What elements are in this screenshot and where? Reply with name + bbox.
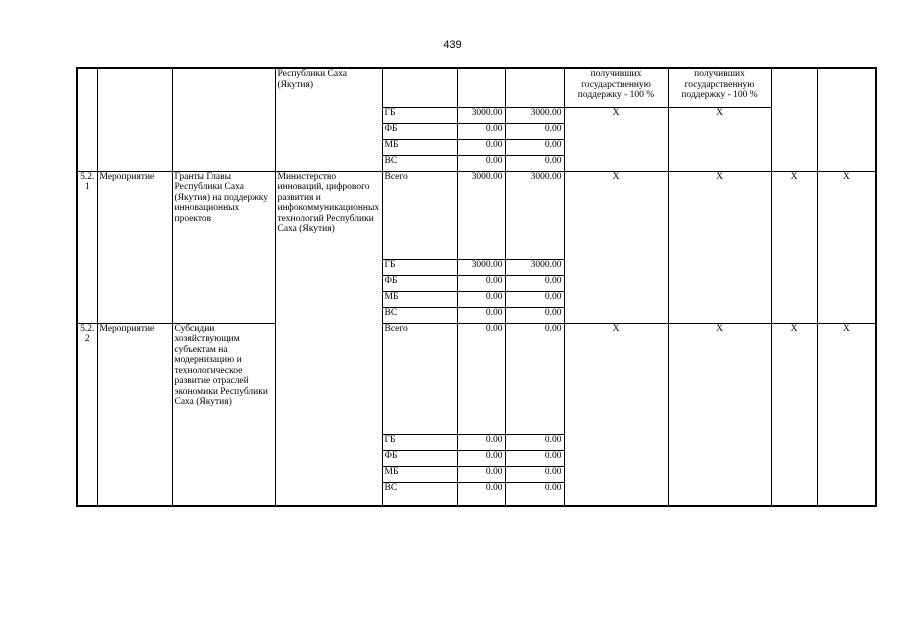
value-cell: 3000.00 <box>505 259 564 275</box>
table-row <box>77 482 876 506</box>
value-cell: 0.00 <box>457 155 505 171</box>
num-cell <box>77 68 97 107</box>
source-cell: ФБ <box>382 275 457 291</box>
value-cell: 0.00 <box>457 291 505 307</box>
program-table <box>76 67 877 507</box>
table-row <box>77 139 876 155</box>
table-row <box>77 307 876 323</box>
table-row <box>77 434 876 450</box>
mark-cell: X <box>817 323 876 434</box>
item-name: Гранты Главы Республики Саха (Якутия) на поддержку инновационных проектов <box>172 171 275 259</box>
value-cell: 0.00 <box>457 323 505 434</box>
value-cell: 0.00 <box>457 139 505 155</box>
value-cell: 3000.00 <box>457 171 505 259</box>
value-cell: 0.00 <box>505 139 564 155</box>
result-cell: получивших государственную поддержку - 100 % <box>668 68 771 107</box>
value-cell: 3000.00 <box>457 107 505 123</box>
value-cell <box>505 68 564 107</box>
value-cell: 0.00 <box>505 275 564 291</box>
table-row <box>77 107 876 123</box>
mark-cell: X <box>564 323 668 434</box>
table-row <box>77 123 876 139</box>
executor-cell: Республики Саха (Якутия) <box>275 68 382 107</box>
source-cell: ФБ <box>382 123 457 139</box>
table-row <box>77 323 876 434</box>
value-cell: 3000.00 <box>505 171 564 259</box>
name-cell <box>172 68 275 107</box>
source-cell: ГБ <box>382 259 457 275</box>
value-cell: 0.00 <box>457 434 505 450</box>
type-cell <box>97 68 172 107</box>
value-cell: 0.00 <box>505 466 564 482</box>
value-cell: 0.00 <box>457 450 505 466</box>
mark-cell <box>771 68 817 107</box>
mark-cell: X <box>771 323 817 434</box>
mark-cell: X <box>771 171 817 259</box>
value-cell: 0.00 <box>505 123 564 139</box>
table-row <box>77 275 876 291</box>
result-cell: получивших государственную поддержку - 100 % <box>564 68 668 107</box>
source-cell: Всего <box>382 323 457 434</box>
source-cell: ВС <box>382 482 457 506</box>
source-cell: Всего <box>382 171 457 259</box>
source-cell <box>382 68 457 107</box>
value-cell: 0.00 <box>457 123 505 139</box>
value-cell: 3000.00 <box>457 259 505 275</box>
source-cell: ГБ <box>382 107 457 123</box>
table-row <box>77 68 876 107</box>
item-executor: Министерство инноваций, цифрового развития и инфокоммуникационных технологий Республики Саха (Якутия) <box>275 171 382 259</box>
item-number: 5.2. 2 <box>77 323 97 434</box>
source-cell: МБ <box>382 466 457 482</box>
mark-cell: X <box>668 323 771 434</box>
table-row <box>77 259 876 275</box>
item-type: Мероприятие <box>97 171 172 259</box>
table-row <box>77 466 876 482</box>
item-number: 5.2. 1 <box>77 171 97 259</box>
source-cell: ГБ <box>382 434 457 450</box>
value-cell: 0.00 <box>457 275 505 291</box>
mark-cell: X <box>564 107 668 123</box>
value-cell: 0.00 <box>505 482 564 506</box>
value-cell: 0.00 <box>505 450 564 466</box>
value-cell: 0.00 <box>457 466 505 482</box>
value-cell: 0.00 <box>457 307 505 323</box>
mark-cell <box>817 68 876 107</box>
source-cell: МБ <box>382 139 457 155</box>
mark-cell: X <box>668 171 771 259</box>
mark-cell: X <box>817 171 876 259</box>
item-type: Мероприятие <box>97 323 172 434</box>
value-cell: 0.00 <box>505 291 564 307</box>
value-cell: 0.00 <box>505 323 564 434</box>
value-cell: 0.00 <box>505 307 564 323</box>
value-cell: 3000.00 <box>505 107 564 123</box>
source-cell: ФБ <box>382 450 457 466</box>
table-row <box>77 155 876 171</box>
value-cell: 0.00 <box>457 482 505 506</box>
source-cell: ВС <box>382 307 457 323</box>
source-cell: МБ <box>382 291 457 307</box>
value-cell <box>457 68 505 107</box>
source-cell: ВС <box>382 155 457 171</box>
value-cell: 0.00 <box>505 155 564 171</box>
value-cell: 0.00 <box>505 434 564 450</box>
table-row <box>77 171 876 259</box>
mark-cell: X <box>668 107 771 123</box>
page-number: 439 <box>443 39 462 51</box>
table-row <box>77 291 876 307</box>
table-row <box>77 450 876 466</box>
item-executor <box>275 323 382 434</box>
item-name: Субсидии хозяйствующим субъектам на модернизацию и технологическое развитие отраслей экономики Республики Саха (Якутия) <box>172 323 275 434</box>
mark-cell: X <box>564 171 668 259</box>
